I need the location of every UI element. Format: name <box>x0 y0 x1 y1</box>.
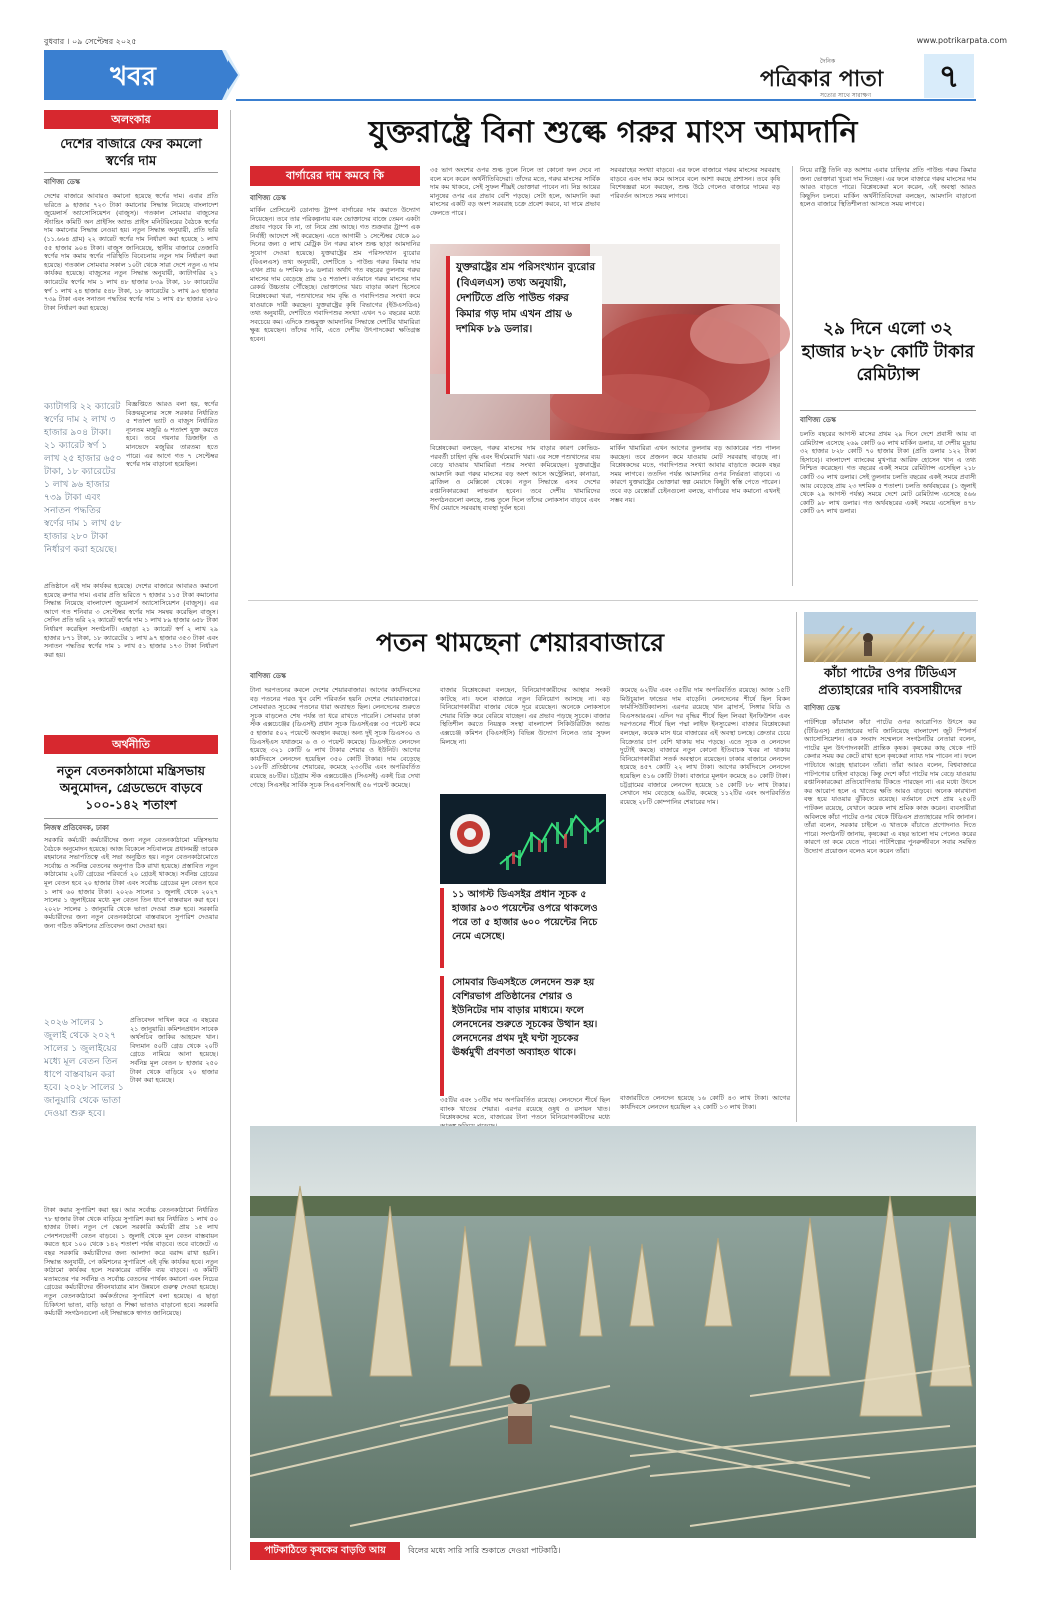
logo-sub: সত্যের সাথে সারাক্ষণ <box>820 92 871 99</box>
stock-photo-art <box>440 794 606 884</box>
gold-byline: বাণিজ্য ডেস্ক <box>44 178 80 186</box>
remittance-byline: বাণিজ্য ডেস্ক <box>800 416 836 424</box>
divider <box>44 818 218 819</box>
jute-headline[interactable]: কাঁচা পাটের ওপর টিডিএস প্রত্যাহারের দাবি ব্যবসায়ীদের <box>818 665 962 697</box>
beef-col3-top: সরবরাহের সংখ্যা বাড়বে। এর ফলে বাজারে গরুর মাংসের সরবরাহ বাড়বে এবং দাম কমে আসবে বলে আশা করছে প্রশাসন। তবে কৃষি বিশেষজ্ঞরা মনে করছেন, শুল্ক উঠে গেলেও বাজারে দামের বড় পরিবর্তন আসতে সময় লাগবে। <box>610 166 780 200</box>
jute-byline: বাণিজ্য ডেস্ক <box>804 704 840 712</box>
stock-col2-bottom: ৩৫টির এবং ১৩টির দাম অপরিবর্তিত রয়েছে। লেনদেনে শীর্ষে ছিল ব্যাংক খাতের শেয়ার। এরপর রয়েছে ওষুধ ও রসায়ন খাত। বিশ্লেষকদের মতে, বাজারের টানা পতনে বিনিয়োগকারীদের মধ্যে <box>440 1096 610 1122</box>
stock-col3: কমেছে ৬২টির এবং ৩৫টির দাম অপরিবর্তিত রয়েছে। আজ ১৫টি মিউচুয়াল ফান্ডের দাম বাড়েনি। লেনদেনের শীর্ষে ছিল বিকন ফার্মাসিউটিক্যালস। এরপর রয়েছে খান ব্রাদার্স, সিঙ্গার বিডি ও বিএসআরএম। এদিন দর বৃদ্ধির শীর্ষে ছিল লিবরা ইনফিউশন এবং দরপতনের শীর্ষে ছিল পদ্মা লাইফ ইনস্যুরেন্স। বাজার বিশ্লেষকেরা বলছেন, কয়েক মাস ধরে বাজারের এই অবস্থা চলছে। ক্রেতার চেয়ে বিক্রেতার চাপ বেশি থাকায় দাম পড়ছে। এতে সূচক ও লেনদেন দুটোই কমছে। বাজারে নতুন কোনো ইতিবাচক খবর না থাকায় বিনিয়োগকারীরা সতর্ক অবস্থানে রয়েছেন। ঢাকার বাজারে লেনদেন হয়েছে ৪৫৭ কোটি ২২ লাখ টাকা। আগের কার্যদিবসে লেনদেন হয়েছিল ৫১৬ কোটি টাকা। বাজারে মূলধন কমেছে ৪০ কোটি টাকা। চট্টগ্রামের বাজারে লেনদেন হয়েছে ১৫ কোটি ৮৮ লাখ টাকার। সেখানে দাম বেড়েছে ৬৯টির, কমেছে ১১২টির এবং অপরিবর্তিত রয়েছে ২৮টি কোম্পানির শেয়ারের দাম। <box>620 686 790 806</box>
date-line: বুধবার । ০৯ সেপ্টেম্বর ২০২৫ <box>44 37 137 46</box>
beef-quote-box <box>446 256 602 394</box>
farmer-figure <box>508 1384 532 1444</box>
page-number: ৭ <box>938 57 960 95</box>
gold-body: দেশের বাজারে আবারও কমানো হয়েছে স্বর্ণের দাম। এবার প্রতি ভরিতে ৯ হাজার ৭২৩ টাকা কমানোর সিদ্ধান্ত নিয়েছে বাংলাদেশ জুয়েলার্স অ্যাসোসিয়েশন (বাজুস)। গতকাল সোমবার বাজুসের স্ট্যান্ডিং কমিটি অন প্রাইসিং অ্যান্ড প্রাইস মনিটরিংয়ের বৈঠকে স্বর্ণের দাম কমানোর সিদ্ধান্ত নেওয়া হয়। নতুন সিদ্ধান্ত অনুযায়ী, প্রতি ভরি (১১.৬৬৪ গ্রাম) ২২ ক্যারেট স্বর্ণের দাম নির্ধারণ করা হয়েছে ১ লাখ ৫৫ হাজার ৯০৪ টাকা। বাজুস জানিয়েছে, স্থানীয় বাজারে তেজাবি স্বর্ণের দাম কমায় স্বর্ণের পরিস্থিতি বিবেচনায় নতুন দাম নির্ধারণ করা হয়েছে। গতকাল সোমবার সকাল ১০টা থেকে সারা দেশে নতুন এ দাম কার্যকর হয়েছে। বাজুসের নতুন সিদ্ধান্ত অনুযায়ী, ক্যাটাগরির ২১ ক্যারেটের স্বর্ণের দাম ১ লাখ ৪৮ হাজার ৮৩৯ টাকা, ১৮ ক্যারেটের স্বর্ণ ১ লাখ ২৪ হাজার ৫৪৮ টাকা, ১৮ ক্যারেটের ১ লাখ ৯৩ হাজার ৭৩৯ টাকা এবং সনাতন পদ্ধতির স্বর্ণের দাম ১ লাখ ৫৮ হাজার ২৮০ টাকা নির্ধারণ করা হয়েছে। <box>44 192 218 312</box>
beef-byline: বাণিজ্য ডেস্ক <box>250 194 286 202</box>
salary-body: সরকারি কর্মচারী কর্মচারীদের জন্য নতুন বেতনকাঠামো মন্ত্রিসভায় বৈঠকে অনুমোদন হয়েছে। আজ বিকেলে সচিবালয়ে প্রধানমন্ত্রী তারেক রহমানের সভাপতিত্বে এই সভা অনুষ্ঠিত হয়। নতুন বেতনকাঠামোতে সর্বোচ্চ ও সর্বনিম্ন বেতনের অনুপাত ঠিক রাখা হয়েছে। প্রস্তাবিত নতুন কাঠামোয় ২০টি গ্রেডের পরিবর্তে ২০ গ্রেডই থাকছে। সর্বনিম্ন গ্রেডের মূল বেতন হবে ২০ হাজার টাকা এবং সর্বোচ্চ গ্রেডের মূল বেতন হবে ১ লাখ ৬০ হাজার টাকা। ২০২৬ সালের ১ জুলাই থেকে ২০২৭ সালের ১ জুলাইয়ের মধ্যে মূল বেতন তিন ধাপে বাস্তবায়ন করা হবে। ২০২৮ সালের ১ জানুয়ারি থেকে ভাতা দেওয়া শুরু হবে। সরকারি কর্মচারীদের জন্য নতুন বেতনকাঠামো বাস্তবায়নে সুপারিশ দেওয়ার জন্য গঠিত কমিশনের প্রতিবেদন জমা দেওয়া হয়। <box>44 836 218 930</box>
logo-main-text: পত্রিকার পাতা <box>760 66 884 92</box>
beef-col4: নিয়ে রাষ্ট্রি তিনি বড় আশায় এবার চাহিদার প্রতি পাউন্ড গরুর কিমার জন্য ভোক্তারা খুচরা দাম দিচ্ছেন। এর ফলে বাজারে গরুর মাংসের দাম আরও বাড়তে পারে। বিশ্লেষকেরা মনে করেন, এই অবস্থা আরও কিছুদিন চলবে। মার্কিন অর্থনীতিবিদেরা বলছেন, আমদানি বাড়ানো হলেও বাজারে স্থিতিশীলতা আসতে সময় লাগবে। <box>800 166 976 209</box>
beef-headline[interactable]: যুক্তরাষ্ট্রে বিনা শুল্কে গরুর মাংস আমদানি <box>368 115 858 150</box>
salary-body-continued: টাকা করার সুপারিশ করা হয়। আর সর্বোচ্চ বেতনকাঠামো নির্ধারিত ৭৮ হাজার টাকা থেকে বাড়িয়ে সুপারিশ করা হয় নির্ধারিত ১ লাখ ৫০ হাজার টাকা। নতুন পে স্কেলে সরকারি কর্মচারী প্রায় ১৫ লাখ পেনশনভোগী বেতন বাড়বে। ১ জুলাই থেকে মূল বেতন বাস্তবায়ন করতে হবে ১০০ থেকে ১৪২ শতাংশ পর্যন্ত বাড়বে। তবে বাজেটে এ বছর সরকারি কর্মচারীদের জন্য আলাদা করে বরাদ্দ রাখা হয়নি। সিদ্ধান্ত অনুযায়ী, পে কমিশনের সুপারিশে এই বৃদ্ধি কার্যকর হবে। নতুন কাঠামো কার্যকর হলে সরকারের বার্ষিক ব্যয় বাড়বে। এ কমিটি মতামতের পর সর্বনিম্ন ও সর্বোচ্চ বেতনের পার্থক্য কমানো এবং নিচের গ্রেডের কর্মচারীদের জীবনযাত্রার মান উন্নয়নে গুরুত্ব দেওয়া হয়েছে। নতুন বেতনকাঠামো কর্মকর্তাদের সুপারিশে বলা হয়েছে। এ ছাড়া চিকিৎসা ভাতা, বাড়ি ভাড়া ও শিক্ষা ভাতাও বাড়ানো হবে। সরকারি কর্মচারী সংগঠনগুলো এই সিদ্ধান্তকে স্বাগত জানিয়েছে। <box>44 1206 218 1318</box>
stock-photo <box>440 794 606 884</box>
jute-small-photo-art <box>804 612 976 662</box>
beef-col1: মার্কিন প্রেসিডেন্ট ডোনাল্ড ট্রাম্প বার্গারের দাম কমাতে উদ্যোগ নিয়েছেন। তবে তার পরিকল্পনায় বরং ভোক্তাদের বাজে তেমন একটা প্রভাব পড়বে কি না, তা নিয়ে প্রশ্ন আছে। গত শুক্রবার ট্রাম্প এক নির্বাহী আদেশে সই করেছেন। এতে আগামী ১ সেপ্টেম্বর থেকে ৯০ দিনের জন্য ৫ লাখ মেট্রিক টন গরুর মাংস শুল্ক ছাড়া আমদানির সুযোগ দেওয়া হয়েছে। যুক্তরাষ্ট্রের শ্রম পরিসংখ্যান ব্যুরোর (বিএলএস) তথ্য অনুযায়ী, দেশটিতে ১ পাউন্ড গরুর কিমার দাম এখন প্রায় ৬ দশমিক ৮৯ ডলার। অর্থাৎ গত বছরের তুলনায় গরুর মাংসের দাম বেড়েছে প্রায় ১৫ শতাংশ। বর্তমানে গরুর মাংসের দাম রেকর্ড উচ্চতায় পৌঁছেছে। ভোক্তাদের খরচ বাড়ার কারণ হিসেবে বিশ্লেষকেরা খরা, পশুখাদ্যের দাম বৃদ্ধি ও গবাদিপশুর সংখ্যা কমে যাওয়াকে দায়ী করছেন। যুক্তরাষ্ট্রের কৃষি বিভাগের (ইউএসডিএ) তথ্য অনুযায়ী, দেশটিতে গবাদিপশুর সংখ্যা এখন ৭০ বছরের মধ্যে সবচেয়ে কম। এদিকে শুল্কমুক্ত আমদানির সিদ্ধান্তে দেশটির খামারিরা ক্ষুব্ধ হয়েছেন। তাঁদের দাবি, এতে দেশীয় উৎপাদকেরা ক্ষতিগ্রস্ত হবেন। <box>250 206 420 343</box>
gold-side-text: বিজ্ঞপ্তিতে আরও বলা হয়, স্বর্ণের বিক্রয়মূল্যের সঙ্গে সরকার নির্ধারিত ৫ শতাংশ ভ্যাট ও বাজুস নির্ধারিত ন্যূনতম মজুরি ৬ শতাংশ যুক্ত করতে হবে। তবে গয়নার ডিজাইন ও মানভেদে মজুরির তারতম্য হতে পারে। এর আগে গত ৭ সেপ্টেম্বর স্বর্ণের দাম বাড়ানো হয়েছিল। <box>126 400 218 469</box>
column-divider <box>792 166 793 586</box>
beef-col2-bottom: বিশ্লেষকেরা বলছেন, গরুর মাংসের দাম বাড়ার কারণ কোভিড-পরবর্তী চাহিদা বৃদ্ধি এবং দীর্ঘমেয়াদি খরা। এর সঙ্গে পশুখাদ্যের ব্যয় বেড়ে যাওয়ায় খামারিরা পশুর সংখ্যা কমিয়েছেন। যুক্তরাষ্ট্রের আমদানি করা গরুর মাংসের বড় অংশ আসে অস্ট্রেলিয়া, কানাডা, ব্রাজিল ও মেক্সিকো থেকে। নতুন সিদ্ধান্তে এসব দেশের রপ্তানিকারকেরা লাভবান হবেন। তবে দেশীয় খামারিদের সংগঠনগুলো বলছে, শুল্ক তুলে দিলে তাঁদের লোকসান বাড়বে এবং দীর্ঘ মেয়াদে সরবরাহ ব্যবস্থা দুর্বল হবে। <box>430 444 600 513</box>
stock-quote-2 <box>440 976 606 1096</box>
salary-headline[interactable]: নতুন বেতনকাঠামো মন্ত্রিসভায় অনুমোদন, গ্রেডভেদে বাড়বে ১০০-১৪২ শতাংশ <box>57 763 205 812</box>
photo-caption-text: বিলের মধ্যে সারি সারি শুকাতে দেওয়া পাটকাঠি। <box>408 1546 561 1555</box>
section-tab[interactable] <box>44 50 234 100</box>
jute-sticks-photo <box>250 1126 976 1538</box>
newspaper-logo[interactable] <box>760 56 920 100</box>
page-number-box <box>924 54 974 98</box>
jute-sticks-photo-art <box>250 1126 976 1538</box>
divider <box>800 410 976 411</box>
remittance-body: চলতি বছরের আগস্ট মাসের প্রথম ২৯ দিনে দেশে প্রবাসী আয় বা রেমিট্যান্স এসেছে ২৬৯ কোটি ৬০ লাখ মার্কিন ডলার, যা দেশীয় মুদ্রায় ৩২ হাজার ৮২৮ কোটি ৭০ হাজার টাকা (প্রতি ডলার ১২২ টাকা হিসাবে)। বাংলাদেশ ব্যাংকের মুখপাত্র আরিফ হোসেন খান এ তথ্য নিশ্চিত করেছেন। গত বছরের একই সময়ে রেমিট্যান্স এসেছিল ২১৮ কোটি ৩০ লাখ ডলার। সেই তুলনায় চলতি বছরের একই সময়ে প্রবাসী আয় বেড়েছে প্রায় ২৩ দশমিক ৫ শতাংশ। চলতি অর্থবছরের (১ জুলাই থেকে ২৯ আগস্ট পর্যন্ত) সময়ে দেশে মোট রেমিট্যান্স এসেছে ৫৬৬ কোটি ৯৮ লাখ ডলার। গত অর্থবছরের একই সময়ে এসেছিল ৪৭৮ কোটি ৬৭ লাখ ডলার। <box>800 430 976 516</box>
section-divider <box>248 600 978 601</box>
section-tab-label: খবর <box>110 62 156 92</box>
beef-col2-top: ৩৫ ভাগ অংশের ওপর শুল্ক তুলে নিলে তা কোনো ফল দেবে না বলে মনে করেন অর্থনীতিবিদেরা। তাঁদের মতে, গরুর মাংসের সার্বিক দাম কম থাকবে, সেই সুফল শীঘ্রই ভোক্তারা পাবেন না। নিম্ন আয়ের মানুষের ওপর এর প্রভাব বেশি পড়ছে। সেটা হলে, আমদানি করা মাংসের একটি বড় অংশ সরবরাহ চক্রে প্রবেশ করবে, যা দামে প্রভাব ফেলতে পারে। <box>430 166 600 217</box>
column-divider <box>230 110 231 1570</box>
gold-headline[interactable]: দেশের বাজারে ফের কমলো স্বর্ণের দাম <box>60 137 202 169</box>
salary-byline: নিজস্ব প্রতিবেদক, ঢাকা <box>44 824 109 832</box>
salary-pullquote: ২০২৬ সালের ১ জুলাই থেকে ২০২৭ সালের ১ জুলাইয়ের মধ্যে মূল বেতন তিন ধাপে বাস্তবায়ন করা হবে। ২০২৮ সালের ১ জানুয়ারি থেকে ভাতা দেওয়া শুরু হবে। <box>44 1017 124 1119</box>
photo-caption-tag: পাটকাঠিতে কৃষকের বাড়তি আয় <box>250 1542 400 1560</box>
stock-quote-2-text: সোমবার ডিএসইতে লেনদেন শুরু হয় বেশিরভাগ প্রতিষ্ঠানের শেয়ার ও ইউনিটের দাম বাড়ার মাধ্যমে। ফলে লেনদেনের শুরুতে সূচকের উত্থান হয়। লেনদেনের প্রথম দুই ঘণ্টা সূচকের ঊর্ধ্বমুখী প্রবণতা অব্যাহত থাকে। <box>452 977 598 1058</box>
remittance-headline[interactable]: ২৯ দিনে এলো ৩২ হাজার ৮২৮ কোটি টাকার রেমিট্যান্স <box>801 319 975 385</box>
stock-col1: টানা দরপতনের কবলে দেশের শেয়ারবাজার। আগের কার্যদিবসের বড় পতনের পরও খুব বেশি পরিবর্তন হয়নি দেশের শেয়ারবাজারে। সোমবারও সূচকের পতনের ধারা অব্যাহত ছিল। লেনদেনের শুরুতে সূচক বাড়লেও শেষ পর্যন্ত তা ধরে রাখতে পারেনি। সোমবার ঢাকা স্টক এক্সচেঞ্জের (ডিএসই) প্রধান সূচক ডিএসইএক্স ৩৫ পয়েন্ট কমে ৫ হাজার ৫০২ পয়েন্টে অবস্থান করছে। অন্য দুই সূচক ডিএস৩০ ও ডিএসইএস যথাক্রমে ৬ ও ৩ পয়েন্ট কমেছে। ডিএসইতে লেনদেন হয়েছে ৩২১ কোটি ৬ লাখ টাকার শেয়ার ও ইউনিট। আগের কার্যদিবসে লেনদেন হয়েছিল ৩৫০ কোটি টাকার। দাম বেড়েছে ১০৮টি প্রতিষ্ঠানের শেয়ারের, কমেছে ২৩৩টির এবং অপরিবর্তিত রয়েছে ৪৮টির। চট্টগ্রাম স্টক এক্সচেঞ্জেও (সিএসই) একই চিত্র দেখা গেছে। সিএসইর সার্বিক সূচক সিএএসপিআই ৫৬ পয়েন্ট কমেছে। <box>250 686 420 789</box>
gold-body-continued: প্রতিষ্ঠানে এই দাম কার্যকর হয়েছে। দেশের বাজারে আবারও কমানো হয়েছে রুপার দাম। এবার প্রতি ভরিতে ৭ হাজার ১১৫ টাকা কমানোর সিদ্ধান্ত নিয়েছে বাংলাদেশ জুয়েলার্স অ্যাসোসিয়েশন (বাজুস)। এর আগে গত শনিবার ৩ সেপ্টেম্বর স্বর্ণের দাম সমন্বয় করেছিল বাজুস। সেদিন প্রতি ভরি ২২ ক্যারেট স্বর্ণের দাম ১ লাখ ৮৯ হাজার ৬৫৮ টাকা নির্ধারণ করেছিল সংগঠনটি। এছাড়া ২১ ক্যারেট স্বর্ণ ২ লাখ ২৯ হাজার ৮৭১ টাকা, ১৮ ক্যারেটের ১ লাখ ৯৭ হাজার ৩৫৩ টাকা এবং সনাতন পদ্ধতির স্বর্ণের দাম ১ লাখ ৫১ হাজার ১৭৩ টাকা নির্ধারণ করা হয়। <box>44 582 218 659</box>
beef-quote: যুক্তরাষ্ট্রের শ্রম পরিসংখ্যান ব্যুরোর (বিএলএস) তথ্য অনুযায়ী, দেশটিতে প্রতি পাউন্ড গরুর কিমার গড় দাম এখন প্রায় ৬ দশমিক ৮৯ ডলার। <box>456 261 596 335</box>
gold-pullquote: ক্যাটাগরি ২২ ক্যারেট স্বর্ণের দাম ২ লাখ ৩ হাজার ৯০৪ টাকা। ২১ ক্যারেট স্বর্ণ ১ লাখ ২৫ হাজার ৬৫০ টাকা, ১৮ ক্যারেটের ১ লাখ ৯৬ হাজার ৭৩৯ টাকা এবং সনাতন পদ্ধতির স্বর্ণের দাম ১ লাখ ৫৮ হাজার ২৮০ টাকা নির্ধারণ করা হয়েছে। <box>44 401 122 555</box>
beef-col3-bottom: মার্কিন খামারিরা এখন আগের তুলনায় বড় আকারের পশু পালন করছেন। তবে প্রজনন কমে যাওয়ায় মোট সরবরাহ বাড়ছে না। বিশ্লেষকদের মতে, গবাদিপশুর সংখ্যা আবার বাড়াতে কয়েক বছর সময় লাগবে। ততদিন পর্যন্ত আমদানির ওপর নির্ভরতা বাড়বে। এ কারণে যুক্তরাষ্ট্রের ভোক্তারা স্বল্প মেয়াদে কিছুটা স্বস্তি পেতে পারেন। তবে বড় রেস্তোরাঁ চেইনগুলো বলছে, বার্গারের দাম কমানো এখনই সম্ভব নয়। <box>610 444 780 504</box>
stock-byline: বাণিজ্য ডেস্ক <box>250 672 286 680</box>
website-url[interactable]: www.potrikarpata.com <box>916 36 1007 45</box>
salary-side-text: প্রতিবেদন দাখিল করে এ বছরের ২১ জানুয়ারি। কমিশনপ্রধান সাবেক অর্থসচিব জাকির আহমেদ খান। বিদ্যমান ৫০টি গ্রেড থেকে ২০টি গ্রেডে নামিয়ে আনা হয়েছে। সর্বনিম্ন মূল বেতন ৮ হাজার ২৫০ টাকা থেকে বাড়িয়ে ২০ হাজার টাকা করা হয়েছে। <box>130 1016 218 1085</box>
column-divider <box>796 612 797 1122</box>
jute-small-photo <box>804 612 976 662</box>
section-tag-ornaments: অলংকার <box>44 110 218 129</box>
beef-kicker: বার্গারের দাম কমবে কি <box>250 166 420 186</box>
section-tag-economy: অর্থনীতি <box>44 735 218 754</box>
jute-body: পাটশিল্পে কাঁচামাল কাঁচা পাটের ওপর আরোপিত উৎসে কর (টিডিএস) প্রত্যাহারের দাবি জানিয়েছে বাংলাদেশ জুট স্পিনার্স অ্যাসোসিয়েশন। এক সংবাদ সম্মেলনে সংগঠনটির নেতারা বলেন, পাটের মূল উৎপাদনকারী প্রান্তিক কৃষক। কৃষকের কাছ থেকে পাট কেনার সময় কর কেটে রাখা হলে কৃষকেরা ন্যায্য দাম পাবেন না। ফলে পাটচাষে আগ্রহ হারাবেন তাঁরা। তাঁরা আরও বলেন, বিশ্ববাজারে পাটপণ্যের চাহিদা বাড়ছে। কিন্তু দেশে কাঁচা পাটের দাম বেড়ে যাওয়ায় রপ্তানিকারকেরা প্রতিযোগিতায় টিকতে পারছেন না। এর মধ্যে উৎসে কর আরোপ হলে এ খাতের ক্ষতি আরও বাড়বে। অনেক কারখানা বন্ধ হয়ে যাওয়ার ঝুঁকিতে রয়েছে। বর্তমানে দেশে প্রায় ২৫০টি পাটকল রয়েছে, যেখানে কয়েক লাখ শ্রমিক কাজ করেন। ব্যবসায়ীরা অবিলম্বে কাঁচা পাটের ওপর থেকে টিডিএস প্রত্যাহারের দাবি জানান। তাঁরা বলেন, সরকার চাইলে এ খাতকে বাঁচাতে প্রণোদনাও দিতে পারে। সংগঠনটি জানায়, কৃষকেরা এ বছর ভালো দাম পেলেও করের কারণে তা কমে যেতে পারে। পাটশিল্পের পুনরুজ্জীবনে সবার সমন্বিত উদ্যোগ প্রয়োজন বলেও মনে করেন তাঁরা। <box>804 718 976 855</box>
stock-quote-1 <box>440 888 606 968</box>
divider <box>44 172 218 173</box>
stock-col3-bottom: বাজারটিতে লেনদেন হয়েছে ১৬ কোটি ৪৩ লাখ টাকা। আগের কার্যদিবসে লেনদেন হয়েছিল ২২ কোটি ১৩ লাখ টাকা। <box>620 1094 790 1111</box>
stock-col2-top: বাজার বিশ্লেষকেরা বলছেন, বিনিয়োগকারীদের আস্থার সংকট কাটছে না। ফলে বাজারে নতুন বিনিয়োগ আসছে না। বড় বিনিয়োগকারীরা বাজার থেকে দূরে রয়েছেন। অনেকে লোকসানে শেয়ার বিক্রি করে বেরিয়ে যাচ্ছেন। এর প্রভাব পড়ছে সূচকে। বাজার স্থিতিশীল করতে নিয়ন্ত্রক সংস্থা বাংলাদেশ সিকিউরিটিজ অ্যান্ড এক্সচেঞ্জ কমিশন (বিএসইসি) বিভিন্ন উদ্যোগ নিলেও তার সুফল মিলছে না। <box>440 686 610 746</box>
stock-headline[interactable]: পতন থামছেনা শেয়ারবাজারে <box>376 628 664 657</box>
logo-small: দৈনিক <box>820 58 836 65</box>
stock-quote-1-text: ১১ আগস্ট ডিএসইর প্রধান সূচক ৫ হাজার ৯০৩ পয়েন্টের ওপরে থাকলেও পরে তা ৫ হাজার ৬০০ পয়েন্টের নিচে নেমে এসেছে। <box>452 889 598 942</box>
